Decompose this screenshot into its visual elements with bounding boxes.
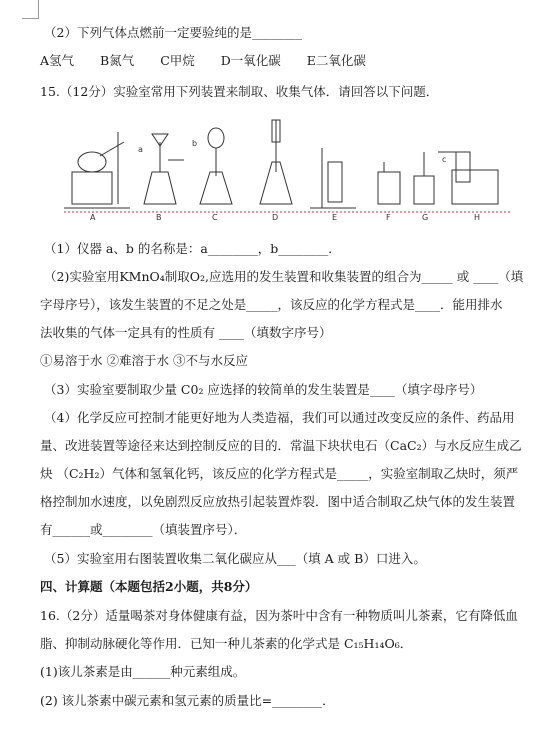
apparatus-h-bottle (456, 152, 470, 182)
apparatus-g-bottle (414, 176, 434, 204)
label-H: H (474, 213, 481, 222)
label-c: c (442, 155, 447, 164)
q15-part4-line3: 炔 （C₂H₂）气体和氢氧化钙，该反应的化学方程式是_____，实验室制取乙炔时，须严 (40, 466, 519, 481)
label-b: b (192, 139, 198, 148)
q2-option-d: D一氧化碳 (220, 53, 281, 68)
apparatus-c-funnel (208, 128, 224, 148)
q16-part1: (1)该儿茶素是由______种元素组成。 (40, 664, 246, 679)
q16-line1: 16.（2分）适量喝茶对身体健康有益，因为茶叶中含有一种物质叫儿茶素，它有降低血 (40, 608, 518, 623)
label-E: E (332, 213, 338, 222)
label-F: F (386, 213, 391, 222)
apparatus-drawing (60, 112, 520, 222)
section4-title: 四、计算题（本题包括2小题，共8分） (40, 579, 258, 594)
apparatus-b-flask (144, 172, 176, 204)
q16-line2: 脂、抑制动脉硬化等作用．已知一种儿茶素的化学式是 C₁₅H₁₄O₆． (40, 636, 413, 651)
label-a: a (138, 145, 143, 154)
label-C: C (212, 213, 218, 222)
q15-part3: （3）实验室要制取少量 C0₂ 应选择的较简单的发生装置是____（填字母序号） (44, 382, 483, 397)
label-D: D (272, 213, 279, 222)
q2-stem: （2）下列气体点燃前一定要验纯的是________ (44, 25, 302, 40)
q15-part4-line4: 格控制加水速度，以免剧烈反应放热引起装置炸裂．图中适合制取乙炔气体的发生装置 (40, 494, 516, 509)
q15-part2-line1: （2)实验室用KMnO₄制取O₂,应选用的发生装置和收集装置的组合为_____ 或 ____（填 (44, 269, 524, 284)
apparatus-a-tube (100, 142, 124, 156)
q2-option-c: C甲烷 (160, 53, 195, 68)
q15-part5: （5）实验室用右图装置收集二氧化碳应从___（填 A 或 B）口进入。 (44, 551, 426, 566)
q15-part2-line2: 字母序号），该发生装置的不足之处是_____，该反应的化学方程式是____．能用排水 (40, 297, 503, 312)
apparatus-a-body (72, 172, 112, 204)
q2-option-b: B氮气 (100, 53, 135, 68)
q2-option-e: E二氧化碳 (306, 53, 366, 68)
page-corner-mark (22, 0, 39, 19)
q15-part1: （1）仪器 a、b 的名称是：a________，b________． (44, 241, 341, 256)
q15-part2-line3: 法收集的气体一定具有的性质有 ____（填数字序号） (40, 325, 332, 340)
label-G: G (422, 213, 429, 222)
q15-part4-line2: 量、改进装置等途径来达到控制反应的目的．常温下块状电石（CaC₂）与水反应生成乙 (40, 438, 522, 453)
q15-part2-options: ①易溶于水 ②难溶于水 ③不与水反应 (40, 353, 248, 368)
q16-part2: (2) 该儿茶素中碳元素和氢元素的质量比=________． (40, 693, 335, 708)
apparatus-e-tube (328, 162, 342, 202)
label-B: B (156, 213, 162, 222)
q15-part4-line5: 有______或________（填装置序号）． (40, 522, 247, 537)
q2-option-a: A氢气 (40, 53, 75, 68)
apparatus-h-trough (452, 170, 498, 204)
q15-part4-line1: （4）化学反应可控制才能更好地为人类造福，我们可以通过改变反应的条件、药品用 (44, 410, 515, 425)
q2-options (40, 52, 524, 69)
apparatus-f-bottle (378, 172, 400, 204)
apparatus-figure (60, 112, 520, 222)
apparatus-c-flask (200, 172, 232, 204)
label-A: A (90, 213, 96, 222)
q15-title: 15.（12分）实验室常用下列装置来制取、收集气体．请回答以下问题． (40, 84, 439, 99)
